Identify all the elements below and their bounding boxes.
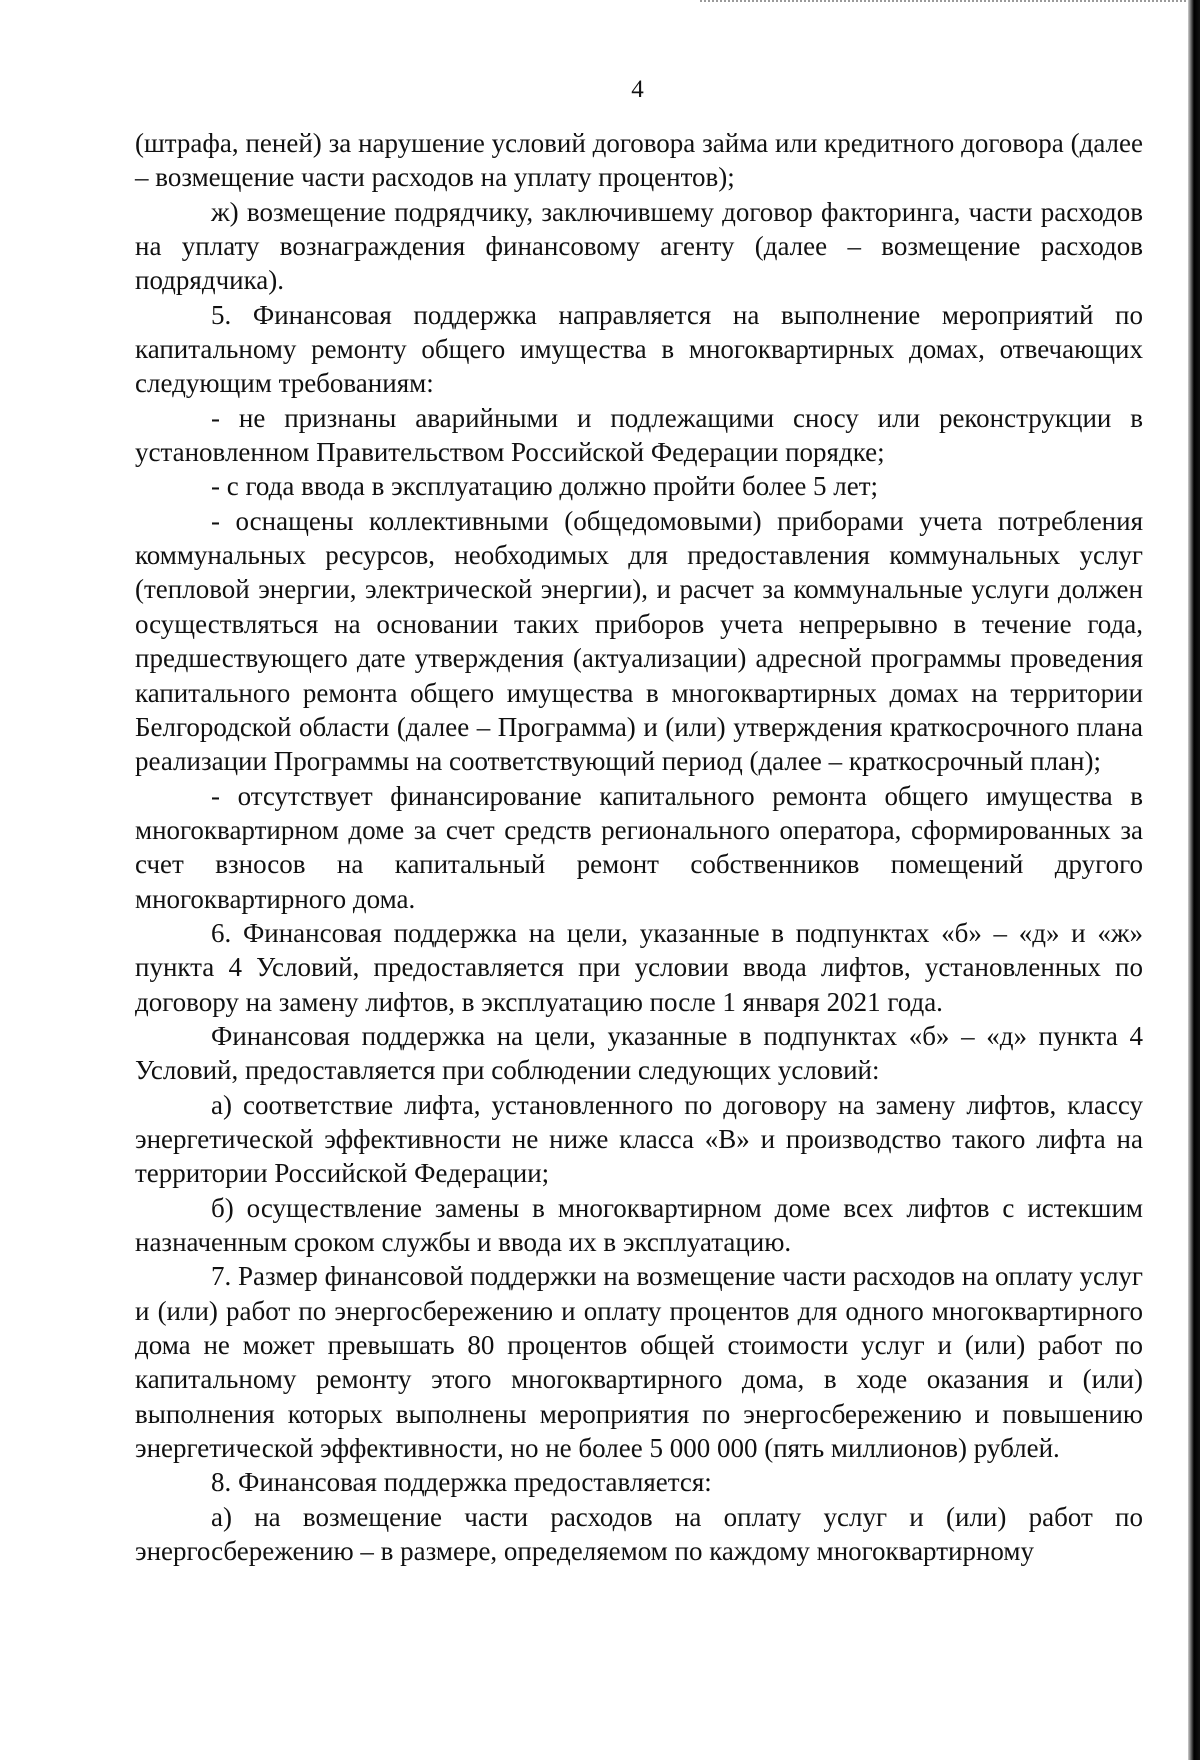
paragraph: 8. Финансовая поддержка предоставляется: (211, 1467, 712, 1498)
paragraph: 6. Финансовая поддержка на цели, указанные в подпунктах «б» – «д» и «ж» пункта 4 Условий, предоставляется при условии ввода лифтов, установленных по договору на замену лифтов, в эксплуатацию после 1 января 2021 года. (135, 917, 1143, 1017)
paragraph: 5. Финансовая поддержка направляется на выполнение мероприятий по капитальному ремонту общего имущества в многоквартирных домах, отвечающих следующим требованиям: (135, 299, 1143, 399)
paragraph: а) соответствие лифта, установленного по договору на замену лифтов, классу энергетической эффективности не ниже класса «В» и производство такого лифта на территории Российской Федерации; (135, 1089, 1143, 1189)
paragraph: - оснащены коллективными (общедомовыми) приборами учета потребления коммунальных ресурсов, необходимых для предоставления коммунальных услуг (тепловой энергии, электрической энергии), и расчет за коммунальные услуги должен осуществляться на основании таких приборов учета непрерывно в течение года, предшествующего дате утверждения (актуализации) адресной программы проведения капитального ремонта общего имущества в многоквартирных домах на территории Белгородской области (далее – Программа) и (или) утверждения краткосрочного плана реализации Программы на соответствующий период (далее – краткосрочный план); (135, 505, 1143, 777)
paragraph: а) на возмещение части расходов на оплату услуг и (или) работ по энергосбережению – в размере, определяемом по каждому многоквартирному (135, 1501, 1143, 1567)
paragraph: ж) возмещение подрядчику, заключившему договор факторинга, части расходов на уплату вознаграждения финансовому агенту (далее – возмещение расходов подрядчика). (135, 196, 1143, 296)
paragraph: Финансовая поддержка на цели, указанные в подпунктах «б» – «д» пункта 4 Условий, предоставляется при соблюдении следующих условий: (135, 1020, 1143, 1086)
paragraph: (штрафа, пеней) за нарушение условий договора займа или кредитного договора (далее – возмещение части расходов на уплату процентов); (135, 128, 1143, 193)
paragraph: - не признаны аварийными и подлежащими сносу или реконструкции в установленном Правительством Российской Федерации порядке; (135, 402, 1143, 468)
paragraph: - с года ввода в эксплуатацию должно пройти более 5 лет; (211, 471, 879, 502)
scan-top-edge (700, 0, 1190, 8)
paragraph: 7. Размер финансовой поддержки на возмещение части расходов на оплату услуг и (или) работ по энергосбережению и оплату процентов для одного многоквартирного дома не может превышать 80 процентов общей стоимости услуг и (или) работ по капитальному ремонту этого многоквартирного дома, в ходе оказания и (или) выполнения которых выполнены мероприятия по энергосбережению и повышению энергетической эффективности, но не более 5 000 000 (пять миллионов) рублей. (135, 1261, 1143, 1464)
scan-right-edge (1188, 0, 1200, 1760)
paragraph: - отсутствует финансирование капитального ремонта общего имущества в многоквартирном доме за счет средств регионального оператора, сформированных за счет взносов на капитальный ремонт собственников помещений другого многоквартирного дома. (135, 780, 1143, 914)
body-text (135, 126, 1143, 1568)
paragraph: б) осуществление замены в многоквартирном доме всех лифтов с истекшим назначенным сроком службы и ввода их в эксплуатацию. (135, 1192, 1143, 1257)
page-number: 4 (631, 76, 644, 103)
